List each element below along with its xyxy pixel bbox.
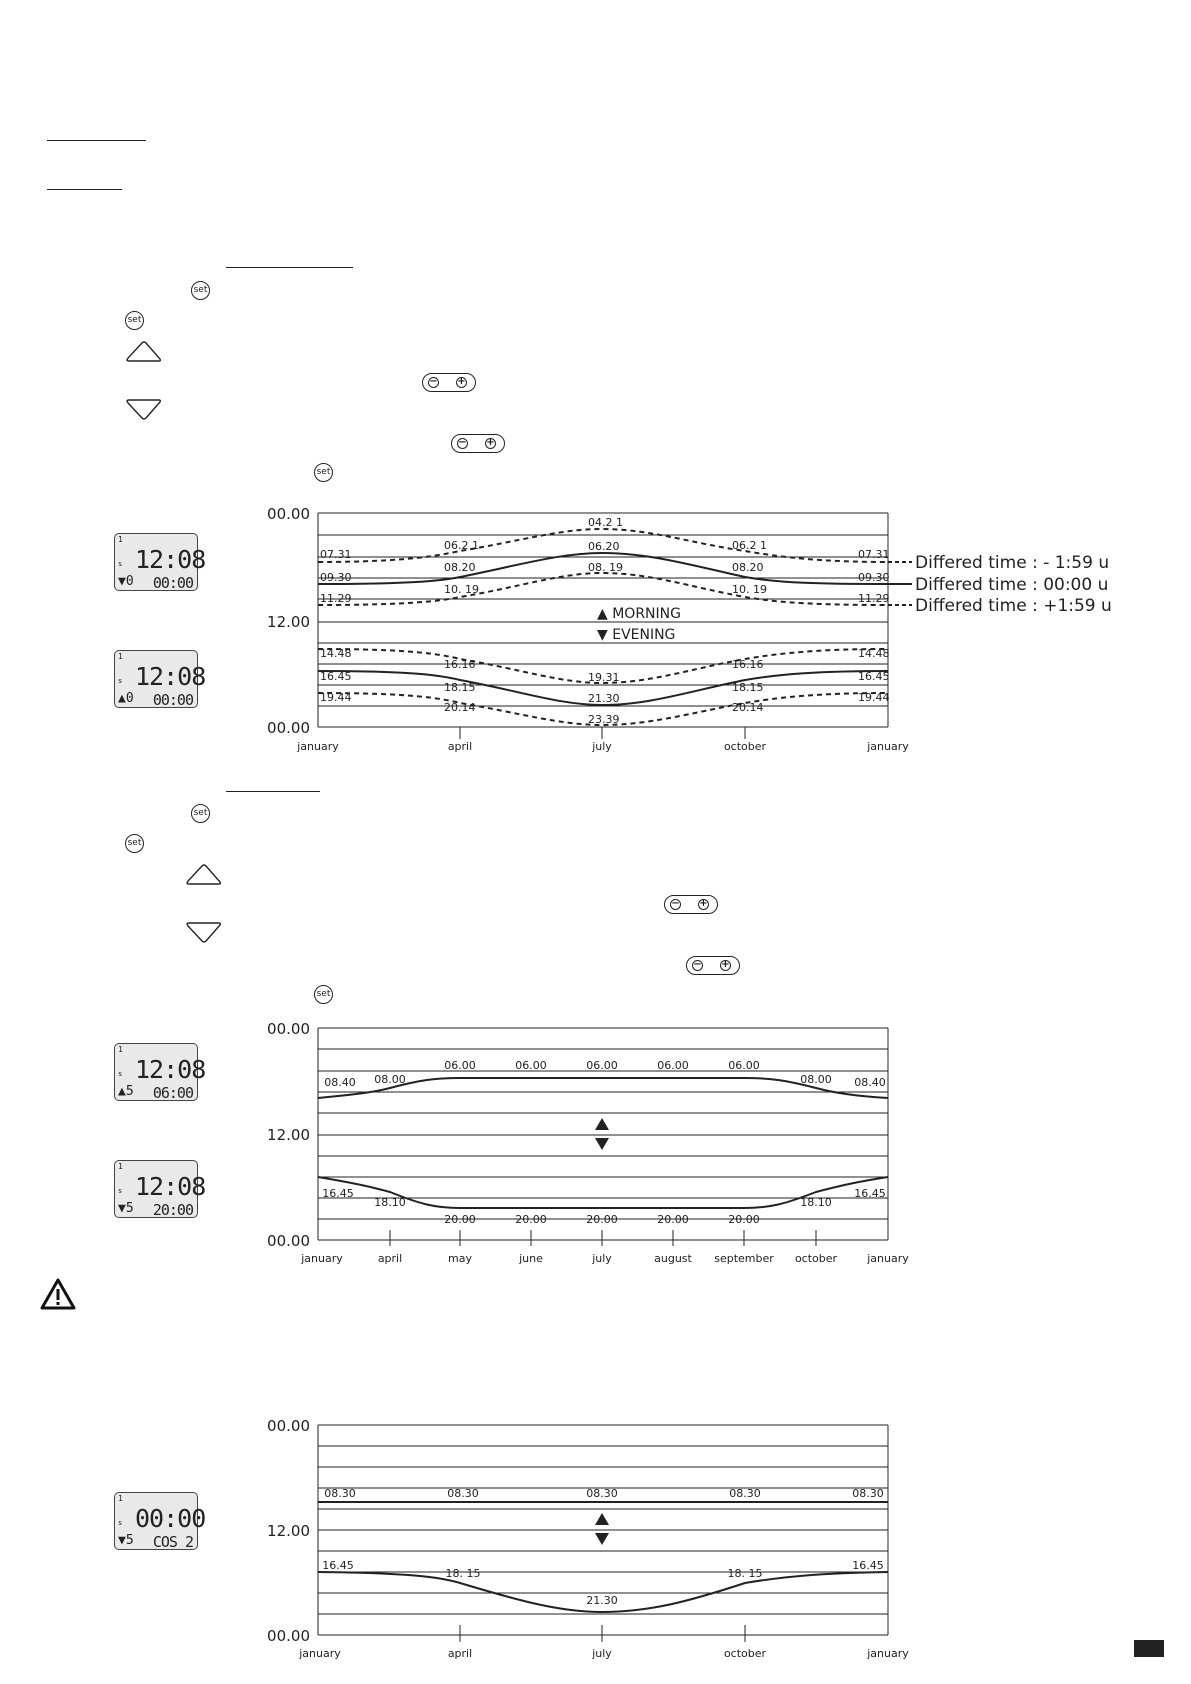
point-label: 08.30 [729, 1487, 761, 1500]
y-label: 00.00 [267, 1232, 310, 1250]
point-label: 06.2 1 [732, 539, 767, 552]
legend-entry: Differed time : 00:00 u [915, 575, 1109, 595]
point-label: 08.00 [800, 1073, 832, 1086]
point-label: 19.44 [858, 691, 890, 704]
lcd-indicator: s [118, 677, 123, 685]
point-label: 08.00 [374, 1073, 406, 1086]
point-label: 18.15 [732, 681, 764, 694]
lcd-time: 12:08 [135, 1055, 206, 1084]
minus-plus-button-icon[interactable] [686, 956, 740, 975]
set-button-icon[interactable]: set [314, 985, 333, 1004]
lcd-time: 12:08 [135, 1172, 206, 1201]
x-tick-label: april [447, 740, 473, 753]
point-label: 08.30 [852, 1487, 884, 1500]
point-label: 11.29 [320, 592, 352, 605]
x-tick-label: august [654, 1252, 692, 1265]
x-tick-label: january [299, 1647, 341, 1660]
lcd-offset: 00:00 [152, 574, 193, 592]
lcd-time: 12:08 [135, 545, 206, 574]
point-label: 08.30 [447, 1487, 479, 1500]
point-label: 20.00 [657, 1213, 689, 1226]
down-arrow-button-icon[interactable] [125, 398, 163, 422]
x-tick-label: january [867, 1647, 909, 1660]
minus-plus-button-icon[interactable] [451, 434, 505, 453]
point-label: 21.30 [586, 1594, 618, 1607]
y-label: 12.00 [267, 1126, 310, 1144]
x-tick-label: july [592, 1252, 612, 1265]
plus-icon: + [486, 437, 495, 448]
minus-icon: − [671, 898, 680, 909]
point-label: 20.00 [586, 1213, 618, 1226]
point-label: 11.29 [858, 592, 890, 605]
lcd-mode: ▲0 [118, 691, 134, 706]
lcd-mode: ▲5 [118, 1084, 134, 1099]
y-label: 00.00 [267, 505, 310, 523]
x-tick-label: april [377, 1252, 403, 1265]
point-label: 06.2 1 [444, 539, 479, 552]
x-tick-label: january [297, 740, 339, 753]
morning-label: ▲ MORNING [597, 606, 681, 622]
lcd-channel: 1 [118, 535, 123, 544]
point-label: 20.14 [444, 701, 476, 714]
set-button-icon[interactable]: set [191, 281, 210, 300]
x-tick-label: april [447, 1647, 473, 1660]
point-label: 20.00 [444, 1213, 476, 1226]
lcd-indicator: s [118, 1519, 123, 1527]
lcd-channel: 1 [118, 1494, 123, 1503]
header-rule-2 [47, 189, 122, 190]
point-label: 18. 15 [445, 1567, 481, 1580]
point-label: 16.45 [858, 670, 890, 683]
point-label: 14.48 [858, 647, 890, 660]
point-label: 16.16 [444, 658, 476, 671]
point-label: 08.30 [324, 1487, 356, 1500]
lcd-display [114, 1043, 206, 1102]
x-tick-label: may [448, 1252, 472, 1265]
evening-label: ▼ EVENING [597, 627, 676, 643]
lcd-mode: ▼5 [118, 1533, 134, 1548]
point-label: 16.45 [322, 1559, 354, 1572]
set-button-icon[interactable]: set [314, 463, 333, 482]
up-arrow-button-icon[interactable] [185, 862, 223, 886]
morning-evening-arrows [595, 1513, 609, 1545]
down-arrow-button-icon[interactable] [185, 921, 223, 945]
point-label: 10. 19 [444, 583, 479, 596]
point-label: 08. 19 [588, 561, 623, 574]
warning-icon [40, 1278, 76, 1310]
x-tick-label: october [723, 740, 767, 753]
legend-entry: Differed time : +1:59 u [915, 596, 1112, 616]
point-label: 08.40 [324, 1076, 356, 1089]
x-tick-label: july [592, 740, 612, 753]
x-tick-label: october [723, 1647, 767, 1660]
lcd-display [114, 1492, 206, 1551]
point-label: 06.20 [588, 540, 620, 553]
point-label: 20.14 [732, 701, 764, 714]
set-button-icon[interactable]: set [191, 804, 210, 823]
section-rule-1 [226, 267, 353, 268]
lcd-time: 00:00 [135, 1504, 206, 1533]
lcd-time: 12:08 [135, 662, 206, 691]
point-label: 10. 19 [732, 583, 767, 596]
set-button-icon[interactable]: set [125, 834, 144, 853]
chart-2 [260, 1020, 920, 1270]
x-tick-label: june [519, 1252, 543, 1265]
lcd-channel: 1 [118, 1045, 123, 1054]
page-number-badge [1134, 1640, 1164, 1657]
point-label: 20.00 [515, 1213, 547, 1226]
lcd-offset: 00:00 [152, 691, 193, 709]
point-label: 08.20 [444, 561, 476, 574]
point-label: 08.20 [732, 561, 764, 574]
point-label: 09.30 [320, 571, 352, 584]
chart-1 [260, 505, 1120, 755]
point-label: 16.16 [732, 658, 764, 671]
x-tick-label: july [592, 1647, 612, 1660]
lcd-offset: 20:00 [152, 1201, 193, 1219]
point-label: 14.48 [320, 647, 352, 660]
lcd-indicator: s [118, 1187, 123, 1195]
point-label: 23.39 [588, 713, 620, 726]
minus-icon: − [693, 959, 702, 970]
point-label: 18.15 [444, 681, 476, 694]
minus-icon: − [458, 437, 467, 448]
chart-3 [260, 1417, 920, 1667]
plus-icon: + [457, 376, 466, 387]
point-label: 09.30 [858, 571, 890, 584]
point-label: 20.00 [728, 1213, 760, 1226]
point-label: 08.40 [854, 1076, 886, 1089]
set-button-icon[interactable]: set [125, 311, 144, 330]
legend-entry: Differed time : - 1:59 u [915, 553, 1110, 573]
lcd-channel: 1 [118, 1162, 123, 1171]
morning-evening-arrows [595, 1118, 609, 1150]
lcd-indicator: s [118, 560, 123, 568]
point-label: 06.00 [515, 1059, 547, 1072]
point-label: 07.31 [320, 548, 352, 561]
point-label: 06.00 [728, 1059, 760, 1072]
minus-plus-button-icon[interactable] [422, 373, 476, 392]
point-label: 19.44 [320, 691, 352, 704]
lcd-offset: COS 2 [152, 1533, 193, 1551]
point-label: 06.00 [586, 1059, 618, 1072]
lcd-display [114, 650, 206, 709]
lcd-display [114, 533, 206, 592]
point-label: 16.45 [852, 1559, 884, 1572]
y-label: 12.00 [267, 613, 310, 631]
lcd-channel: 1 [118, 652, 123, 661]
point-label: 06.00 [444, 1059, 476, 1072]
y-label: 12.00 [267, 1522, 310, 1540]
x-tick-label: january [867, 1252, 909, 1265]
plus-icon: + [721, 959, 730, 970]
x-tick-label: october [794, 1252, 838, 1265]
lcd-mode: ▼0 [118, 574, 134, 589]
lcd-offset: 06:00 [152, 1084, 193, 1102]
point-label: 04.2 1 [588, 516, 623, 529]
header-rule-1 [47, 140, 146, 141]
lcd-indicator: s [118, 1070, 123, 1078]
point-label: 18. 15 [727, 1567, 763, 1580]
minus-icon: − [429, 376, 438, 387]
point-label: 19.31 [588, 671, 620, 684]
point-label: 16.45 [854, 1187, 886, 1200]
up-arrow-button-icon[interactable] [125, 339, 163, 363]
point-label: 18.10 [374, 1196, 406, 1209]
x-tick-label: september [714, 1252, 774, 1265]
point-label: 16.45 [320, 670, 352, 683]
point-label: 21.30 [588, 692, 620, 705]
y-label: 00.00 [267, 719, 310, 737]
lcd-display [114, 1160, 206, 1219]
plus-icon: + [699, 898, 708, 909]
x-tick-label: january [867, 740, 909, 753]
point-label: 18.10 [800, 1196, 832, 1209]
point-label: 16.45 [322, 1187, 354, 1200]
point-label: 06.00 [657, 1059, 689, 1072]
minus-plus-button-icon[interactable] [664, 895, 718, 914]
y-label: 00.00 [267, 1627, 310, 1645]
y-label: 00.00 [267, 1020, 310, 1038]
point-label: 08.30 [586, 1487, 618, 1500]
section-rule-2 [226, 791, 320, 792]
x-tick-label: january [301, 1252, 343, 1265]
lcd-mode: ▼5 [118, 1201, 134, 1216]
point-label: 07.31 [858, 548, 890, 561]
y-label: 00.00 [267, 1417, 310, 1435]
